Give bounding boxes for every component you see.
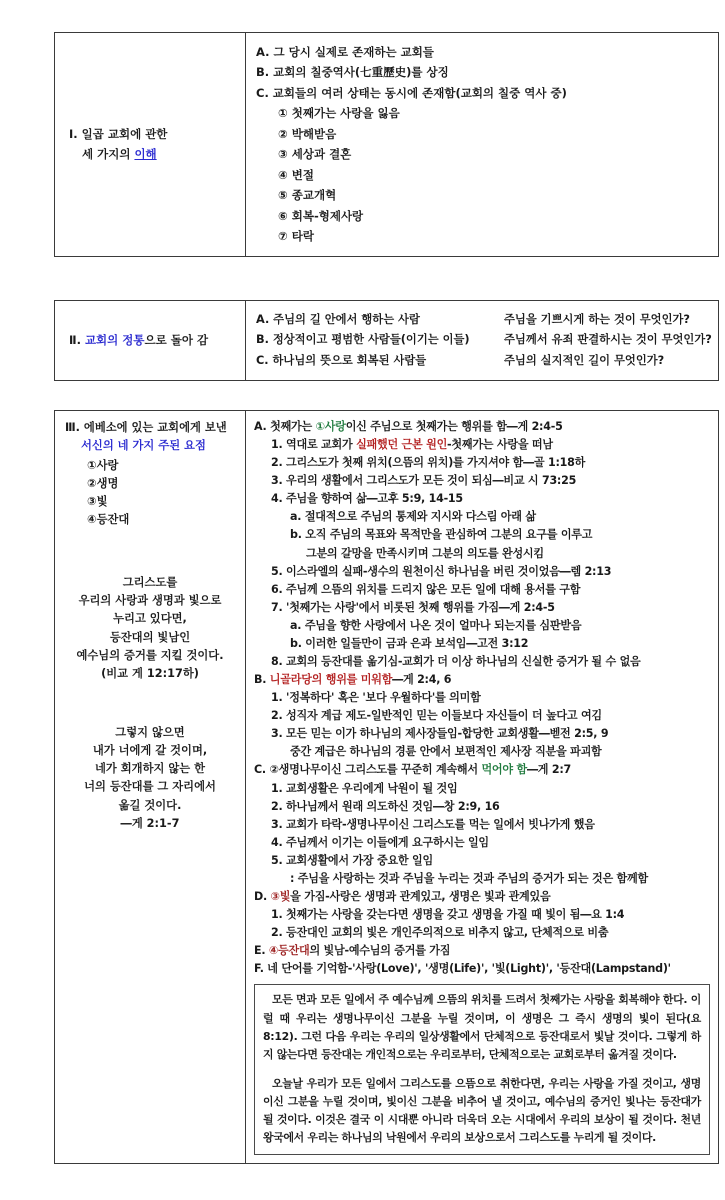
- outline-a-keyword: ①사랑: [315, 420, 346, 433]
- outline-item: 8. 교회의 등잔대를 옮기심-교회가 더 이상 하나님의 신실한 증거가 될 수 없음: [271, 655, 641, 669]
- outline-a-suffix: 이신 주님으로 첫째가는 행위를 함―게 2:4-5: [345, 420, 563, 433]
- outline-item: 7. '첫째가는 사랑'에서 비롯된 첫째 행위를 가짐―게 2:4-5: [271, 600, 555, 614]
- list-item: C. 교회들의 여러 상태는 동시에 존재함(교회의 칠중 역사 중): [256, 85, 567, 100]
- outline-item: 2. 성직자 계급 제도-일반적인 믿는 이들보다 자신들이 더 높다고 여김: [271, 709, 602, 723]
- outline-c-keyword1: ②생명나무: [269, 763, 321, 777]
- list-item: ⑤ 종교개혁: [278, 188, 337, 203]
- quote-line: 등잔대의 빛남인: [109, 630, 191, 644]
- outline-a1-suffix: -첫째가는 사랑을 떠남: [447, 438, 553, 452]
- section-three-quote-two: [59, 724, 241, 834]
- section-two-heading-link[interactable]: 교회의 정통: [84, 333, 145, 348]
- outline-item: 4. 주님께서 이기는 이들에게 요구하시는 일임: [271, 835, 489, 849]
- outline-item: 그분의 갈망을 만족시키며 그분의 의도를 완성시킴: [306, 546, 544, 560]
- outline-item: 1. 교회생활은 우리에게 낙원이 될 것임: [271, 781, 458, 795]
- outline-b-keyword: 니골라당의 행위를 미워함: [269, 673, 393, 687]
- section-two-left-list: [256, 310, 504, 371]
- outline-c-keyword2: 먹어야 함: [481, 763, 527, 777]
- list-item: ① 첫째가는 사랑을 잃음: [278, 106, 400, 121]
- section-two-heading-prefix: Ⅱ.: [69, 333, 85, 348]
- section-one-heading-line2-text: 세 가지의: [82, 147, 135, 162]
- outline-d-keyword: ③빛: [270, 890, 291, 904]
- list-item: 주님을 기쁘시게 하는 것이 무엇인가?: [504, 313, 690, 326]
- quote-line: ―게 2:1-7: [120, 817, 180, 831]
- list-item: A. 그 당시 실제로 존재하는 교회들: [256, 45, 434, 59]
- outline-item: 3. 교회가 타락-생명나무이신 그리스도를 먹는 일에서 빗나가게 했음: [271, 817, 595, 831]
- outline-c-mid: 이신 그리스도를 꾸준히 계속해서: [320, 763, 482, 777]
- section-two-right-list: [504, 310, 712, 371]
- outline-item: 중간 계급은 하나님의 경륜 안에서 보편적인 제사장 직분을 파괴함: [290, 745, 602, 759]
- quote-line: 그리스도를: [122, 575, 178, 589]
- list-item: 주님의 실지적인 길이 무엇인가?: [504, 353, 665, 367]
- outline-item: : 주님을 사랑하는 것과 주님을 누리는 것과 주님의 증거가 되는 것은 함께함: [290, 871, 648, 885]
- quote-line: 누리고 있다면,: [113, 612, 187, 626]
- section-two-content-cell: [246, 301, 719, 381]
- list-item: ⑦ 타락: [278, 229, 314, 244]
- list-item: 주님께서 유죄 판결하시는 것이 무엇인가?: [504, 333, 712, 347]
- outline-b-suffix: ―게 2:4, 6: [392, 673, 452, 687]
- section-one-heading: [55, 124, 245, 164]
- section-two-heading: [55, 331, 245, 349]
- summary-paragraph-1: 모든 면과 모든 일에서 주 예수님께 으뜸의 위치를 드려서 첫째가는 사랑을 회복해야 한다. 이럴 때 우리는 생명나무이신 그분을 누릴 것이며, 이 생명은 그 즉시 생명의 빛이 된다(요 8:12). 그런 다음 우리는 우리의 일상생활에서 단체적으로 등잔대로서 빛날 것이다. 그렇게 하지 않는다면 등잔대는 개인적으로는 우리로부터, 단체적으로는 교회로부터 옮겨질 것이다.: [263, 993, 701, 1061]
- section-one-heading-cell: [55, 33, 246, 257]
- outline-a1-highlight: 실패했던 근본 원인: [356, 438, 448, 452]
- section-three-keywords: [59, 457, 241, 530]
- section-three-content-cell: [246, 411, 719, 1164]
- section-three-heading-cell: [55, 411, 246, 1164]
- outline-a1-prefix: 1. 역대로 교회가: [271, 438, 357, 452]
- section-one-heading-line1: Ⅰ. 일곱 교회에 관한: [69, 127, 168, 142]
- list-item: B. 교회의 칠중역사(七重歷史)를 상징: [256, 65, 449, 80]
- keyword-item: ④등잔대: [87, 513, 130, 527]
- list-item: ⑥ 회복-형제사랑: [278, 208, 364, 223]
- outline-e-prefix: E.: [254, 944, 269, 958]
- section-two-heading-cell: [55, 301, 246, 381]
- summary-paragraph-2: 오늘날 우리가 모든 일에서 그리스도를 으뜸으로 취한다면, 우리는 사랑을 가질 것이고, 생명이신 그분을 누릴 것이며, 빛이신 그분을 비추어 낼 것이고, 예수님의 증거인 빛나는 등잔대가 될 것이다. 이것은 결국 이 시대뿐 아니라 더욱더 오는 시대에서 우리의 보상이 될 것이다. 천년왕국에서 우리는 하나님의 낙원에서 우리의 보상으로서 그리스도를 누리게 될 것이다.: [263, 1076, 701, 1145]
- outline-a-prefix: A. 첫째가는: [254, 420, 316, 433]
- outline-item: 3. 우리의 생활에서 그리스도가 모든 것이 되심―비교 시 73:25: [271, 474, 577, 488]
- outline-item: 2. 그리스도가 첫째 위치(으뜸의 위치)를 가지셔야 함―골 1:18하: [271, 456, 586, 470]
- list-item: B. 정상적이고 평범한 사람들(이기는 이들): [256, 333, 470, 347]
- section-two-columns: [246, 301, 718, 380]
- outline-item-f-heading: F. 네 단어를 기억함-'사랑(Love)', '생명(Life)', '빛(Light)', '등잔대(Lampstand)': [254, 962, 671, 976]
- section-three-table: [54, 410, 719, 1164]
- quote-line: 우리의 사랑과 생명과 빛으로: [78, 594, 222, 608]
- list-item: ② 박해받음: [278, 126, 337, 141]
- outline-item-e-heading: [254, 942, 710, 960]
- outline-item: 1. '정복하다' 혹은 '보다 우월하다'를 의미함: [271, 691, 481, 705]
- section-three-heading-line1: Ⅲ. 에베소에 있는 교회에게 보낸: [65, 421, 227, 434]
- outline-item-c-heading: [254, 761, 710, 779]
- section-three-heading-line2: 서신의 네 가지 주된 요점: [81, 439, 206, 453]
- table-row: [55, 301, 719, 381]
- outline-e-suffix: 의 빛남-예수님의 증거를 가짐: [309, 944, 451, 958]
- list-item: C. 하나님의 뜻으로 회복된 사람들: [256, 353, 427, 367]
- outline-item: 2. 등잔대인 교회의 빛은 개인주의적으로 비추지 않고, 단체적으로 비춤: [271, 926, 609, 940]
- section-one-content-cell: [246, 33, 719, 257]
- quote-line: 네가 회개하지 않는 한: [94, 762, 205, 776]
- section-one-table: [54, 32, 719, 257]
- outline-b-prefix: B.: [254, 673, 270, 687]
- quote-line: 내가 너에게 갈 것이며,: [92, 743, 208, 757]
- quote-line: 그렇지 않으면: [115, 725, 185, 739]
- section-three-outline: [246, 411, 718, 1163]
- outline-item: [254, 436, 710, 454]
- summary-quote-box: [254, 984, 710, 1155]
- outline-item: 3. 모든 믿는 이가 하나님의 제사장들임-합당한 교회생활―벧전 2:5, 9: [271, 727, 609, 741]
- section-one-heading-line2: [69, 144, 245, 164]
- quote-line: 예수님의 증거를 지킬 것이다.: [76, 648, 224, 662]
- section-one-list: [246, 33, 718, 256]
- outline-item: 6. 주님께 으뜸의 위치를 드리지 않은 모든 일에 대해 용서를 구함: [271, 582, 581, 596]
- section-three-left-panel: [55, 411, 245, 843]
- outline-item: b. 오직 주님의 목표와 목적만을 관심하여 그분의 요구를 이루고: [290, 528, 593, 542]
- list-item: ④ 변절: [278, 167, 314, 182]
- keyword-item: ③빛: [87, 495, 108, 509]
- outline-item: 5. 이스라엘의 실패-생수의 원천이신 하나님을 버린 것이었음―렘 2:13: [271, 564, 612, 578]
- outline-item: 5. 교회생활에서 가장 중요한 일임: [271, 853, 433, 867]
- outline-item: 4. 주님을 향하여 삶―고후 5:9, 14-15: [271, 492, 463, 506]
- list-item: ③ 세상과 결혼: [278, 147, 352, 162]
- outline-d-prefix: D.: [254, 890, 271, 904]
- quote-line: 너의 등잔대를 그 자리에서: [84, 780, 216, 794]
- spacer: [59, 530, 241, 574]
- section-one-heading-link[interactable]: 이해: [134, 147, 157, 162]
- outline-d-suffix: 을 가짐-사랑은 생명과 관계있고, 생명은 빛과 관계있음: [290, 890, 551, 904]
- section-three-heading: [59, 419, 241, 456]
- spacer: [59, 684, 241, 724]
- outline-item-a-heading: [254, 418, 710, 436]
- outline-item-b-heading: [254, 671, 710, 689]
- quote-line: (비교 게 12:17하): [101, 667, 199, 681]
- outline-item: b. 이러한 일들만이 금과 은과 보석임―고전 3:12: [290, 636, 529, 650]
- keyword-item: ②생명: [87, 476, 119, 490]
- outline-e-keyword: ④등잔대: [268, 944, 310, 958]
- table-row: [55, 411, 719, 1164]
- outline-item: 1. 첫째가는 사랑을 갖는다면 생명을 갖고 생명을 가질 때 빛이 됨―요 1:4: [271, 908, 625, 922]
- outline-item-d-heading: [254, 888, 710, 906]
- table-row: [55, 33, 719, 257]
- list-item: A. 주님의 길 안에서 행하는 사람: [256, 313, 420, 326]
- section-two-table: [54, 300, 719, 381]
- section-two-heading-suffix: 으로 돌아 감: [144, 333, 209, 348]
- keyword-item: ①사랑: [87, 458, 119, 472]
- outline-c-prefix: C.: [254, 763, 270, 777]
- outline-item: 2. 하나님께서 원래 의도하신 것임―창 2:9, 16: [271, 799, 500, 813]
- outline-item: a. 절대적으로 주님의 통제와 지시와 다스림 아래 삶: [290, 510, 536, 524]
- outline-c-suffix: ―게 2:7: [526, 763, 572, 777]
- section-three-quote-one: [59, 574, 241, 684]
- quote-line: 옮길 것이다.: [118, 798, 182, 812]
- outline-item: a. 주님을 향한 사랑에서 나온 것이 얼마나 되는지를 심판받음: [290, 618, 582, 632]
